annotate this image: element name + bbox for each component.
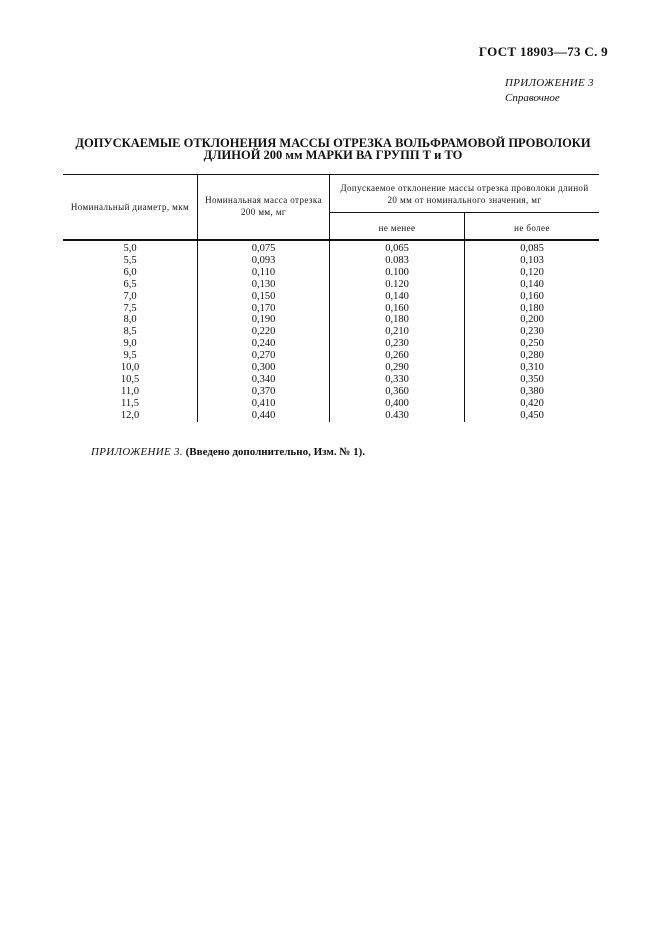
- table-cell-diameter: 11,5: [121, 397, 139, 409]
- document-title: [60, 137, 606, 161]
- table-cell-mass: 0,190: [251, 314, 276, 326]
- table-cell-min: 0,260: [385, 350, 409, 362]
- header-mass-line-1: Номинальная масса отрезка: [205, 195, 322, 205]
- deviation-table: [63, 174, 599, 422]
- table-cell-diameter: 11,0: [121, 385, 139, 397]
- table-cell-min: 0,210: [385, 326, 409, 338]
- table-cell-diameter: 8,5: [123, 326, 137, 338]
- column-max: [465, 243, 599, 422]
- table-header-rule: [63, 239, 599, 241]
- table-cell-max: 0,450: [520, 409, 544, 421]
- table-cell-diameter: 7,5: [123, 302, 137, 314]
- table-cell-min: 0,290: [385, 362, 409, 374]
- table-cell-diameter: 10,0: [120, 362, 140, 374]
- table-cell-mass: 0,093: [251, 254, 276, 266]
- header-max: не более: [514, 223, 550, 233]
- table-cell-mass: 0,075: [251, 243, 276, 254]
- header-diameter: Номинальный диаметр, мкм: [70, 202, 190, 212]
- table-cell-min: 0,400: [385, 397, 409, 409]
- appendix-note: [91, 446, 365, 458]
- table-cell-min: 0,330: [385, 373, 409, 385]
- table-cell-min: 0.100: [385, 266, 409, 278]
- page-header-title: ГОСТ 18903—73 С. 9: [478, 44, 608, 59]
- table-cell-max: 0,160: [520, 290, 544, 302]
- header-min: не менее: [378, 223, 416, 233]
- table-cell-max: 0,200: [520, 314, 544, 326]
- table-cell-mass: 0,170: [251, 302, 276, 314]
- table-cell-mass: 0,300: [251, 362, 276, 374]
- table-cell-diameter: 7,0: [123, 290, 137, 302]
- table-cell-max: 0,230: [520, 326, 544, 338]
- table-cell-diameter: 12,0: [120, 409, 140, 421]
- table-cell-mass: 0,440: [251, 409, 276, 421]
- table-cell-diameter: 5,5: [123, 254, 137, 266]
- header-deviation-line-1: Допускаемое отклонение массы отрезка проволоки длиной: [340, 183, 589, 193]
- table-cell-max: 0,140: [520, 278, 544, 290]
- table-cell-mass: 0,410: [251, 397, 276, 409]
- table-cell-mass: 0,110: [251, 266, 276, 278]
- table-cell-max: 0,103: [520, 254, 544, 266]
- table-cell-mass: 0,340: [251, 373, 276, 385]
- header-deviation-line-2: 20 мм от номинального значения, мг: [387, 195, 542, 205]
- column-mass: [198, 243, 329, 422]
- table-cell-min: 0.430: [385, 409, 409, 421]
- table-cell-max: 0,180: [520, 302, 544, 314]
- table-cell-max: 0,280: [520, 350, 544, 362]
- table-cell-diameter: 6,0: [123, 266, 137, 278]
- appendix-label: ПРИЛОЖЕНИЕ 3: [505, 77, 594, 89]
- table-cell-mass: 0,370: [251, 385, 276, 397]
- table-cell-diameter: 10,5: [120, 373, 140, 385]
- table-cell-diameter: 9,0: [123, 338, 137, 350]
- table-cell-mass: 0,150: [251, 290, 276, 302]
- table-cell-mass: 0,270: [251, 350, 276, 362]
- table-cell-diameter: 8,0: [123, 314, 137, 326]
- table-cell-max: 0,420: [520, 397, 544, 409]
- header-mass-line-2: 200 мм, мг: [240, 207, 287, 217]
- table-cell-diameter: 5,0: [123, 243, 137, 254]
- table-cell-mass: 0,240: [251, 338, 276, 350]
- header-deviation: [330, 182, 599, 206]
- column-min: [330, 243, 464, 422]
- table-cell-max: 0,310: [520, 362, 544, 374]
- table-cell-max: 0,120: [520, 266, 544, 278]
- table-cell-min: 0,065: [385, 243, 409, 254]
- table-cell-min: 0.120: [385, 278, 409, 290]
- appendix-note-text: (Введено дополнительно, Изм. № 1).: [185, 446, 366, 458]
- table-cell-min: 0,140: [385, 290, 409, 302]
- header-mass: [198, 194, 329, 218]
- table-cell-mass: 0,130: [251, 278, 276, 290]
- table-cell-max: 0,085: [520, 243, 544, 254]
- table-cell-min: 0,230: [385, 338, 409, 350]
- table-cell-mass: 0,220: [251, 326, 276, 338]
- table-top-rule: [63, 174, 599, 175]
- table-cell-min: 0,360: [385, 385, 409, 397]
- table-cell-max: 0,380: [520, 385, 544, 397]
- table-cell-diameter: 6,5: [123, 278, 137, 290]
- table-cell-min: 0,180: [385, 314, 409, 326]
- appendix-note-label: ПРИЛОЖЕНИЕ 3.: [91, 446, 183, 458]
- table-cell-min: 0,160: [385, 302, 409, 314]
- appendix-subtitle: Справочное: [505, 92, 560, 104]
- table-cell-min: 0.083: [385, 254, 409, 266]
- table-cell-max: 0,250: [520, 338, 544, 350]
- document-title-line-1: ДОПУСКАЕМЫЕ ОТКЛОНЕНИЯ МАССЫ ОТРЕЗКА ВОЛЬФРАМОВОЙ ПРОВОЛОКИ: [75, 136, 591, 150]
- column-diameter: [63, 243, 197, 422]
- table-cell-max: 0,350: [520, 373, 544, 385]
- document-title-line-2: ДЛИНОЙ 200 мм МАРКИ ВА ГРУПП Т и ТО: [203, 148, 463, 162]
- table-cell-diameter: 9,5: [123, 350, 137, 362]
